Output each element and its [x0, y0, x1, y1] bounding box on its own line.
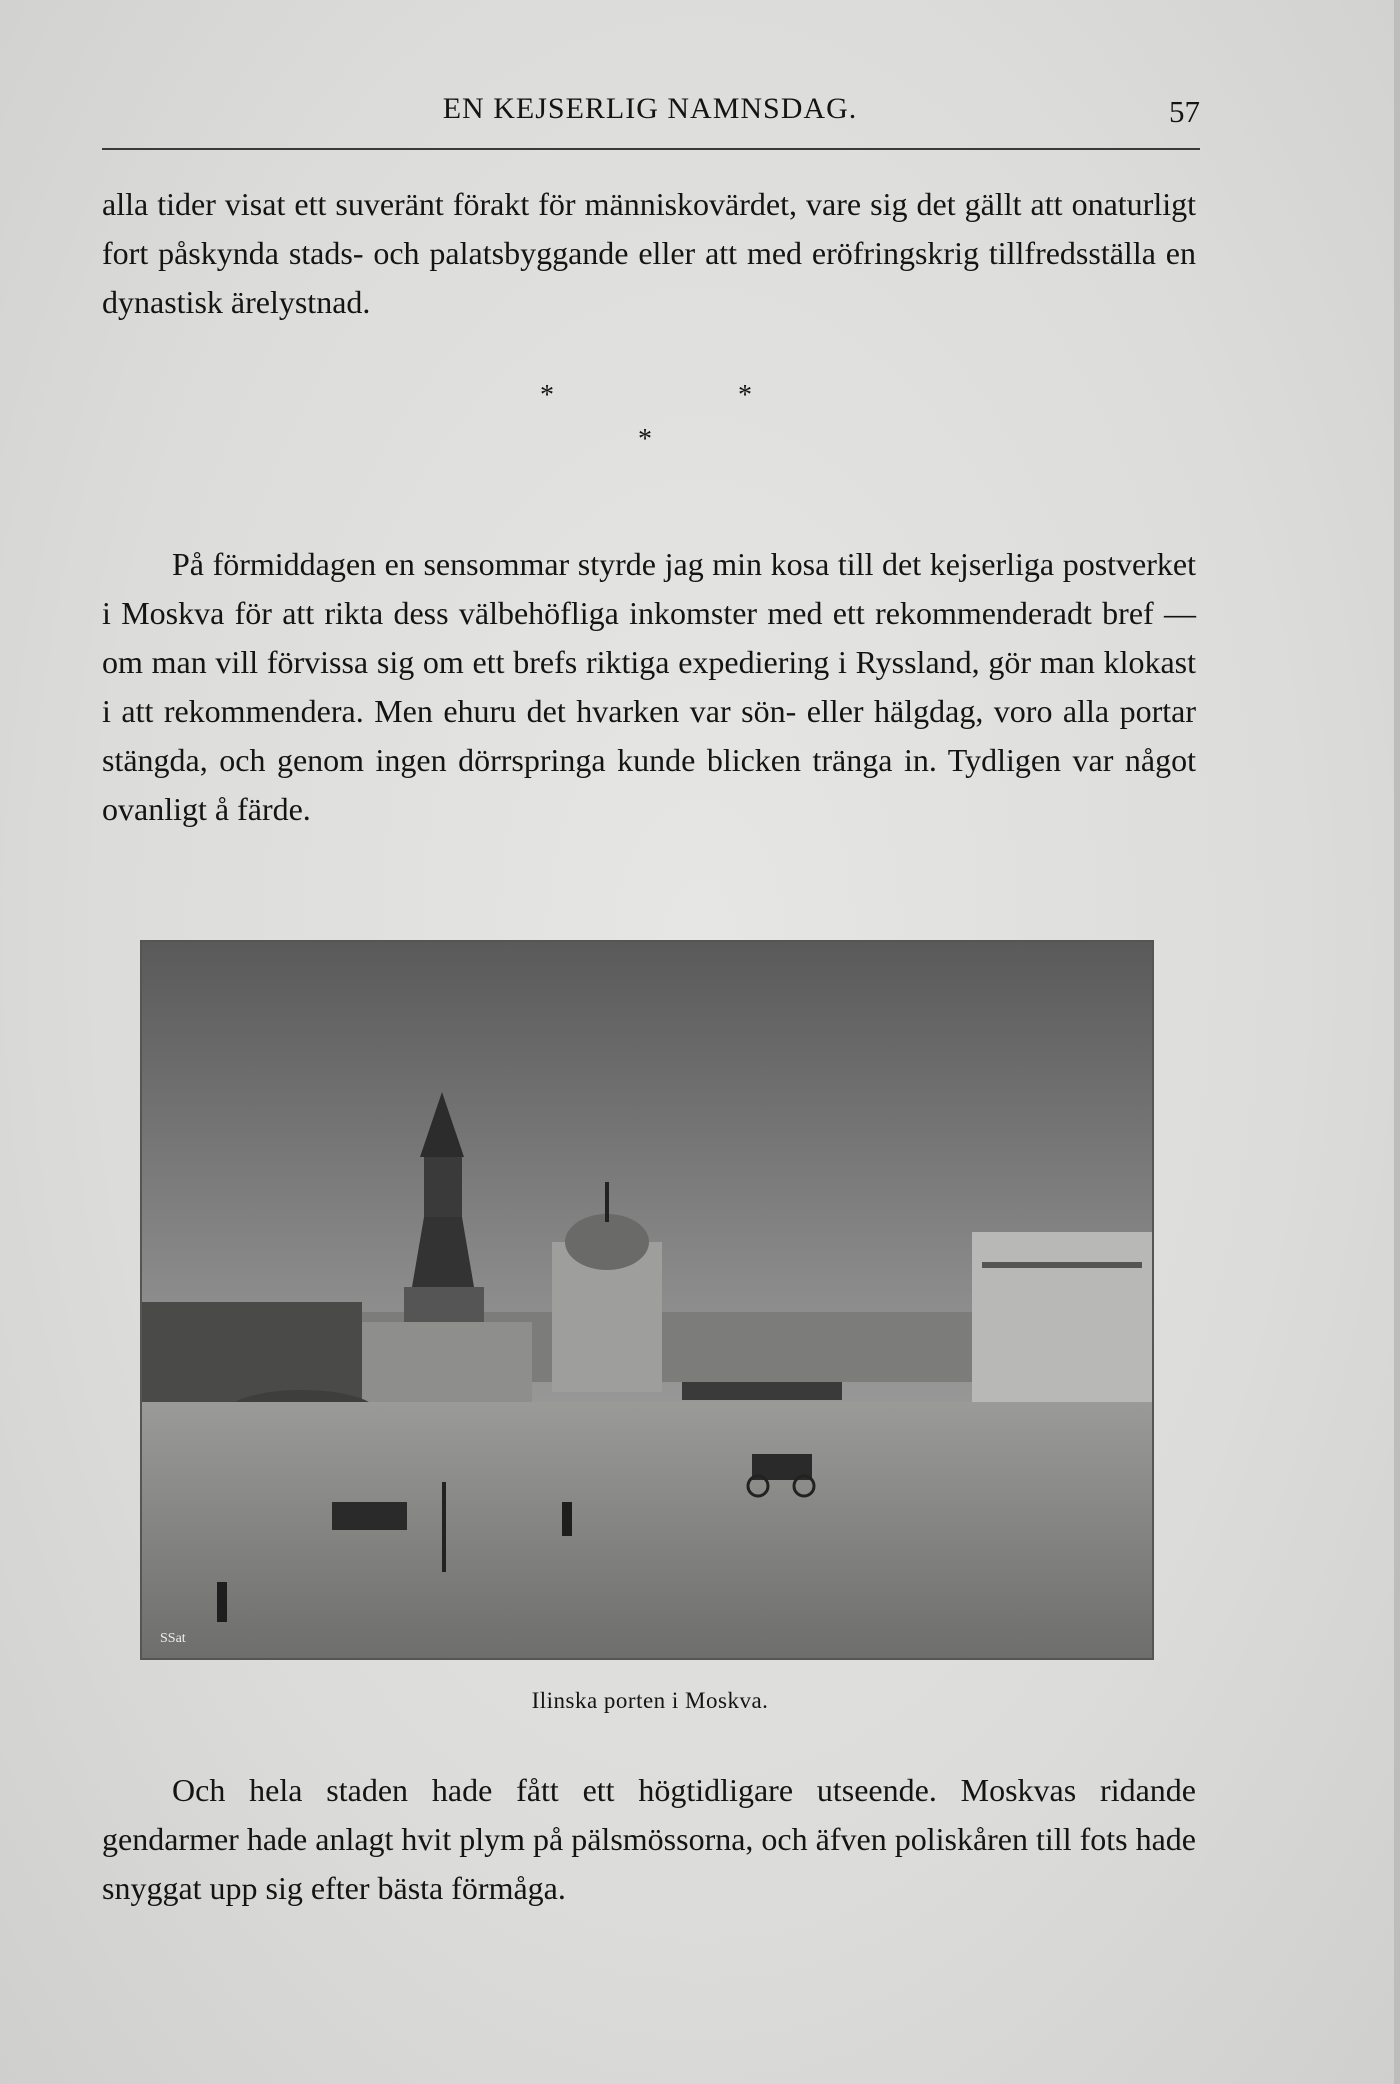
running-title: EN KEJSERLIG NAMNSDAG. [442, 92, 858, 125]
paragraph-3: Och hela staden hade fått ett högtidligare utseende. Moskvas ridande gendarmer hade anlagt hvit plym på pälsmössorna, och äfven poliskåren till fots hade snyggat upp sig efter bästa förmåga. [102, 1772, 1196, 1906]
asterism-star: * [738, 380, 752, 411]
paragraph-1: alla tider visat ett suveränt förakt för människovärdet, vare sig det gällt att onaturligt fort påskynda stads- och palatsbyggande eller att med eröfringskrig tillfredsställa en dynastisk ärelystnad. [102, 186, 1196, 320]
tower-upper [424, 1157, 462, 1217]
chapel-cross [605, 1182, 609, 1222]
square [142, 1402, 1152, 1658]
page-gutter [1394, 0, 1400, 2084]
photo-ilinska-gate [140, 940, 1154, 1660]
paragraph-2: På förmiddagen en sensommar styrde jag min kosa till det kejserliga postverket i Moskva för att rikta dess välbehöfliga inkomster med ett rekommenderadt bref — om man vill förvissa sig om ett brefs riktiga expediering i Ryssland, gör man klokast i att rekommendera. Men ehuru det hvarken var sön- eller hälgdag, voro alla portar stängda, och genom ingen dörrspringa kunde blicken tränga in. Tydligen var något ovanligt å färde. [102, 546, 1196, 827]
asterism-star: * [638, 424, 652, 455]
header-rule [102, 148, 1200, 150]
crowd-row [682, 1382, 842, 1400]
corner-building [972, 1232, 1152, 1402]
asterism-star: * [540, 380, 554, 411]
gate-building [362, 1322, 532, 1412]
halftone-photograph [142, 942, 1152, 1658]
figure-caption: Ilinska porten i Moskva. [531, 1688, 769, 1713]
page-number: 57 [1169, 94, 1200, 129]
asterism-section-break [500, 380, 820, 470]
troika [332, 1502, 407, 1530]
running-header [100, 92, 1200, 136]
pedestrian [217, 1582, 227, 1622]
engraver-signature: SSat [160, 1631, 186, 1646]
pedestrian [562, 1502, 572, 1536]
lamp-post [442, 1482, 446, 1572]
chapel-dome [565, 1214, 649, 1270]
building-cornice [982, 1262, 1142, 1268]
